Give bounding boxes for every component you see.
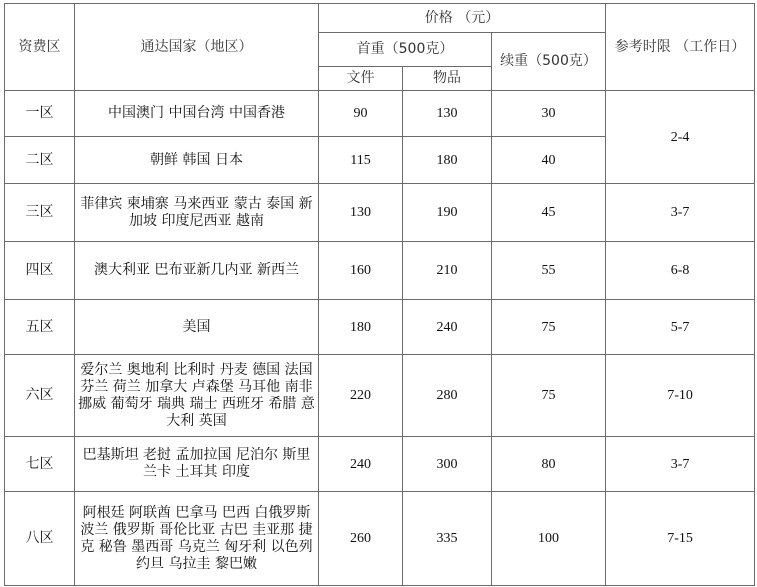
postal-rate-table [4,3,755,586]
time-limit-cell: 7-15 [606,492,755,586]
table-row [5,91,755,137]
time-limit-cell: 6-8 [606,242,755,300]
document-price-cell: 260 [319,492,403,586]
goods-price-cell: 300 [403,437,492,492]
goods-price-cell: 280 [403,355,492,437]
zone-cell: 八区 [5,492,75,586]
goods-price-cell: 210 [403,242,492,300]
time-limit-cell: 3-7 [606,437,755,492]
countries-cell: 菲律宾 柬埔寨 马来西亚 蒙古 泰国 新加坡 印度尼西亚 越南 [75,184,319,242]
zone-cell: 三区 [5,184,75,242]
countries-cell: 澳大利亚 巴布亚新几内亚 新西兰 [75,242,319,300]
time-limit-cell: 3-7 [606,184,755,242]
extra-weight-price-cell: 40 [492,137,606,184]
table-row [5,492,755,586]
countries-cell: 爱尔兰 奥地利 比利时 丹麦 德国 法国 芬兰 荷兰 加拿大 卢森堡 马耳他 南非 挪威 葡萄牙 瑞典 瑞士 西班牙 希腊 意大利 英国 [75,355,319,437]
header-time-limit: 参考时限 （工作日） [606,4,755,91]
extra-weight-price-cell: 100 [492,492,606,586]
header-extra-weight: 续重（500克） [492,33,606,91]
document-price-cell: 115 [319,137,403,184]
goods-price-cell: 335 [403,492,492,586]
goods-price-cell: 180 [403,137,492,184]
header-first-weight: 首重（500克） [319,33,492,67]
header-countries: 通达国家（地区） [75,4,319,91]
document-price-cell: 240 [319,437,403,492]
document-price-cell: 180 [319,300,403,355]
extra-weight-price-cell: 75 [492,355,606,437]
goods-price-cell: 240 [403,300,492,355]
extra-weight-price-cell: 55 [492,242,606,300]
header-price: 价格 （元） [319,4,606,33]
countries-cell: 美国 [75,300,319,355]
goods-price-cell: 130 [403,91,492,137]
countries-cell: 巴基斯坦 老挝 孟加拉国 尼泊尔 斯里兰卡 土耳其 印度 [75,437,319,492]
table-row [5,355,755,437]
zone-cell: 六区 [5,355,75,437]
countries-cell: 朝鲜 韩国 日本 [75,137,319,184]
zone-cell: 五区 [5,300,75,355]
countries-cell: 中国澳门 中国台湾 中国香港 [75,91,319,137]
time-limit-cell: 2-4 [606,91,755,184]
goods-price-cell: 190 [403,184,492,242]
header-goods: 物品 [403,67,492,91]
zone-cell: 七区 [5,437,75,492]
extra-weight-price-cell: 75 [492,300,606,355]
table-row [5,437,755,492]
document-price-cell: 220 [319,355,403,437]
extra-weight-price-cell: 30 [492,91,606,137]
document-price-cell: 160 [319,242,403,300]
zone-cell: 四区 [5,242,75,300]
table-row [5,242,755,300]
document-price-cell: 130 [319,184,403,242]
header-zone: 资费区 [5,4,75,91]
table-row [5,300,755,355]
extra-weight-price-cell: 45 [492,184,606,242]
document-price-cell: 90 [319,91,403,137]
time-limit-cell: 7-10 [606,355,755,437]
header-documents: 文件 [319,67,403,91]
time-limit-cell: 5-7 [606,300,755,355]
zone-cell: 二区 [5,137,75,184]
table-row [5,184,755,242]
zone-cell: 一区 [5,91,75,137]
extra-weight-price-cell: 80 [492,437,606,492]
countries-cell: 阿根廷 阿联酋 巴拿马 巴西 白俄罗斯 波兰 俄罗斯 哥伦比亚 古巴 圭亚那 捷克 秘鲁 墨西哥 乌克兰 匈牙利 以色列 约旦 乌拉圭 黎巴嫩 [75,492,319,586]
